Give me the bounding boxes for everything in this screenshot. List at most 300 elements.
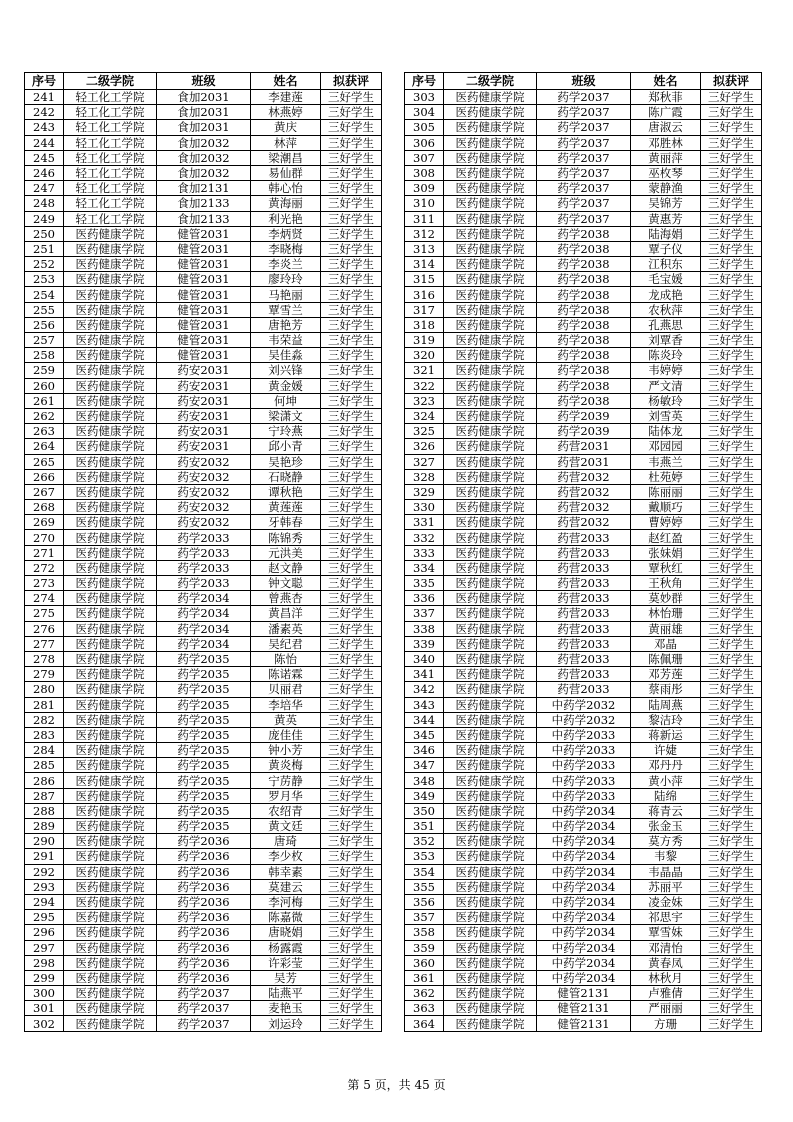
cell-index: 363 (405, 1001, 444, 1016)
cell-award: 三好学生 (701, 515, 762, 530)
cell-award: 三好学生 (701, 378, 762, 393)
cell-name: 刘覃香 (631, 333, 701, 348)
cell-college: 医药健康学院 (444, 560, 537, 575)
table-row (405, 257, 762, 272)
cell-award: 三好学生 (701, 393, 762, 408)
cell-name: 宁玲燕 (251, 424, 321, 439)
table-row (25, 90, 382, 105)
cell-college: 医药健康学院 (64, 849, 157, 864)
cell-class: 药安2032 (157, 469, 251, 484)
cell-college: 医药健康学院 (444, 135, 537, 150)
table-row (405, 241, 762, 256)
cell-index: 243 (25, 120, 64, 135)
cell-index: 287 (25, 788, 64, 803)
cell-award: 三好学生 (321, 803, 382, 818)
table-row (405, 636, 762, 651)
cell-name: 黄昌洋 (251, 606, 321, 621)
cell-class: 食加2031 (157, 120, 251, 135)
cell-index: 260 (25, 378, 64, 393)
cell-award: 三好学生 (701, 651, 762, 666)
cell-class: 药学2037 (157, 986, 251, 1001)
cell-award: 三好学生 (321, 363, 382, 378)
cell-college: 医药健康学院 (444, 788, 537, 803)
cell-award: 三好学生 (701, 105, 762, 120)
cell-college: 医药健康学院 (444, 697, 537, 712)
cell-name: 杨敏玲 (631, 393, 701, 408)
cell-index: 338 (405, 621, 444, 636)
cell-class: 药学2036 (157, 864, 251, 879)
cell-class: 药营2033 (537, 606, 631, 621)
table-row (25, 894, 382, 909)
cell-class: 药学2037 (537, 120, 631, 135)
cell-college: 医药健康学院 (444, 925, 537, 940)
cell-award: 三好学生 (701, 560, 762, 575)
cell-award: 三好学生 (701, 667, 762, 682)
cell-award: 三好学生 (701, 196, 762, 211)
table-row (25, 500, 382, 515)
cell-award: 三好学生 (321, 682, 382, 697)
cell-award: 三好学生 (321, 606, 382, 621)
cell-class: 药学2035 (157, 819, 251, 834)
cell-college: 医药健康学院 (444, 940, 537, 955)
cell-award: 三好学生 (321, 333, 382, 348)
cell-index: 277 (25, 636, 64, 651)
cell-award: 三好学生 (321, 1001, 382, 1016)
table-row (405, 348, 762, 363)
table-row (25, 743, 382, 758)
table-row (405, 1001, 762, 1016)
table-row (405, 439, 762, 454)
cell-college: 医药健康学院 (444, 712, 537, 727)
cell-college: 轻工化工学院 (64, 105, 157, 120)
cell-index: 337 (405, 606, 444, 621)
cell-college: 医药健康学院 (64, 697, 157, 712)
cell-college: 医药健康学院 (444, 910, 537, 925)
table-row (405, 879, 762, 894)
cell-index: 310 (405, 196, 444, 211)
table-row (25, 424, 382, 439)
cell-index: 311 (405, 211, 444, 226)
cell-index: 286 (25, 773, 64, 788)
cell-college: 医药健康学院 (64, 773, 157, 788)
table-row (25, 955, 382, 970)
cell-award: 三好学生 (701, 545, 762, 560)
cell-name: 韦晶晶 (631, 864, 701, 879)
cell-college: 医药健康学院 (444, 530, 537, 545)
cell-name: 祁思宇 (631, 910, 701, 925)
cell-name: 庞佳佳 (251, 727, 321, 742)
table-row (25, 697, 382, 712)
cell-name: 邓晶 (631, 636, 701, 651)
table-row (25, 727, 382, 742)
table-row (25, 986, 382, 1001)
cell-college: 医药健康学院 (64, 864, 157, 879)
table-row (25, 378, 382, 393)
cell-college: 医药健康学院 (64, 727, 157, 742)
table-row (405, 910, 762, 925)
table-row (405, 758, 762, 773)
cell-class: 药安2031 (157, 363, 251, 378)
table-row (25, 135, 382, 150)
cell-name: 莫妙群 (631, 591, 701, 606)
cell-name: 唐晓娟 (251, 925, 321, 940)
header-name: 姓名 (631, 73, 701, 90)
cell-index: 328 (405, 469, 444, 484)
cell-college: 医药健康学院 (444, 363, 537, 378)
table-row (25, 1016, 382, 1031)
table-row (25, 864, 382, 879)
table-row (405, 135, 762, 150)
cell-name: 许婕 (631, 743, 701, 758)
cell-name: 陈丽丽 (631, 484, 701, 499)
cell-name: 覃雪妹 (631, 925, 701, 940)
cell-award: 三好学生 (701, 834, 762, 849)
cell-college: 医药健康学院 (444, 864, 537, 879)
cell-class: 食加2133 (157, 196, 251, 211)
cell-award: 三好学生 (321, 621, 382, 636)
cell-award: 三好学生 (701, 591, 762, 606)
cell-college: 医药健康学院 (64, 515, 157, 530)
header-index: 序号 (405, 73, 444, 90)
cell-award: 三好学生 (321, 530, 382, 545)
table-row (25, 484, 382, 499)
cell-name: 曾燕杏 (251, 591, 321, 606)
cell-name: 李建莲 (251, 90, 321, 105)
cell-name: 戴顺巧 (631, 500, 701, 515)
cell-award: 三好学生 (321, 424, 382, 439)
table-row (405, 317, 762, 332)
cell-class: 药学2034 (157, 621, 251, 636)
cell-college: 医药健康学院 (444, 90, 537, 105)
cell-award: 三好学生 (321, 758, 382, 773)
cell-award: 三好学生 (321, 454, 382, 469)
table-row (405, 970, 762, 985)
cell-class: 中药学2034 (537, 864, 631, 879)
cell-name: 牙韩春 (251, 515, 321, 530)
cell-index: 342 (405, 682, 444, 697)
cell-college: 医药健康学院 (444, 165, 537, 180)
cell-college: 医药健康学院 (64, 682, 157, 697)
cell-name: 潘素英 (251, 621, 321, 636)
cell-class: 健管2031 (157, 348, 251, 363)
cell-award: 三好学生 (321, 302, 382, 317)
cell-class: 食加2032 (157, 165, 251, 180)
cell-award: 三好学生 (701, 879, 762, 894)
cell-name: 卢雅倩 (631, 986, 701, 1001)
cell-award: 三好学生 (321, 439, 382, 454)
cell-name: 韦黎 (631, 849, 701, 864)
cell-name: 易仙群 (251, 165, 321, 180)
cell-award: 三好学生 (701, 894, 762, 909)
cell-award: 三好学生 (701, 712, 762, 727)
cell-class: 食加2032 (157, 150, 251, 165)
table-header-row (405, 73, 762, 90)
cell-college: 轻工化工学院 (64, 165, 157, 180)
cell-index: 281 (25, 697, 64, 712)
cell-class: 药安2031 (157, 378, 251, 393)
cell-class: 药学2038 (537, 317, 631, 332)
cell-index: 273 (25, 576, 64, 591)
cell-college: 医药健康学院 (64, 894, 157, 909)
cell-name: 严丽丽 (631, 1001, 701, 1016)
cell-name: 黄文廷 (251, 819, 321, 834)
table-row (405, 424, 762, 439)
cell-class: 药学2037 (537, 181, 631, 196)
cell-college: 医药健康学院 (64, 636, 157, 651)
cell-index: 270 (25, 530, 64, 545)
cell-college: 医药健康学院 (444, 545, 537, 560)
table-row (25, 317, 382, 332)
cell-name: 李炳贤 (251, 226, 321, 241)
cell-college: 医药健康学院 (64, 317, 157, 332)
table-row (25, 819, 382, 834)
table-row (25, 651, 382, 666)
cell-class: 药学2038 (537, 287, 631, 302)
table-row (405, 545, 762, 560)
cell-class: 中药学2032 (537, 697, 631, 712)
header-college: 二级学院 (444, 73, 537, 90)
cell-name: 陆体龙 (631, 424, 701, 439)
cell-name: 邓清怡 (631, 940, 701, 955)
cell-college: 医药健康学院 (444, 1016, 537, 1031)
cell-class: 药学2037 (537, 105, 631, 120)
cell-index: 295 (25, 910, 64, 925)
cell-class: 药营2031 (537, 454, 631, 469)
table-row (405, 864, 762, 879)
cell-index: 275 (25, 606, 64, 621)
cell-index: 300 (25, 986, 64, 1001)
cell-name: 苏丽平 (631, 879, 701, 894)
table-row (25, 150, 382, 165)
cell-index: 283 (25, 727, 64, 742)
cell-class: 药学2037 (157, 1001, 251, 1016)
cell-name: 覃雪兰 (251, 302, 321, 317)
cell-college: 医药健康学院 (64, 545, 157, 560)
cell-name: 唐艳芳 (251, 317, 321, 332)
table-row (405, 727, 762, 742)
cell-class: 药学2034 (157, 636, 251, 651)
cell-class: 药学2036 (157, 970, 251, 985)
cell-award: 三好学生 (701, 773, 762, 788)
cell-class: 药营2033 (537, 576, 631, 591)
cell-name: 蒋新运 (631, 727, 701, 742)
cell-award: 三好学生 (701, 500, 762, 515)
cell-class: 药学2038 (537, 348, 631, 363)
cell-college: 医药健康学院 (444, 241, 537, 256)
table-row (405, 302, 762, 317)
cell-name: 陆燕平 (251, 986, 321, 1001)
cell-index: 314 (405, 257, 444, 272)
cell-index: 266 (25, 469, 64, 484)
cell-college: 医药健康学院 (64, 986, 157, 1001)
cell-index: 285 (25, 758, 64, 773)
cell-class: 药营2031 (537, 439, 631, 454)
cell-class: 药学2037 (537, 211, 631, 226)
cell-index: 308 (405, 165, 444, 180)
cell-award: 三好学生 (321, 955, 382, 970)
cell-index: 256 (25, 317, 64, 332)
cell-class: 药安2031 (157, 439, 251, 454)
cell-index: 292 (25, 864, 64, 879)
cell-index: 263 (25, 424, 64, 439)
cell-class: 药安2032 (157, 500, 251, 515)
cell-college: 医药健康学院 (444, 378, 537, 393)
table-row (25, 545, 382, 560)
cell-index: 248 (25, 196, 64, 211)
cell-index: 354 (405, 864, 444, 879)
cell-college: 医药健康学院 (64, 302, 157, 317)
cell-class: 健管2131 (537, 986, 631, 1001)
cell-name: 李晓梅 (251, 241, 321, 256)
table-row (25, 636, 382, 651)
cell-college: 医药健康学院 (444, 606, 537, 621)
cell-index: 350 (405, 803, 444, 818)
cell-college: 医药健康学院 (64, 788, 157, 803)
cell-name: 陈锦秀 (251, 530, 321, 545)
cell-class: 药学2035 (157, 803, 251, 818)
cell-class: 药安2032 (157, 515, 251, 530)
cell-award: 三好学生 (701, 758, 762, 773)
cell-award: 三好学生 (321, 879, 382, 894)
cell-name: 李培华 (251, 697, 321, 712)
cell-index: 271 (25, 545, 64, 560)
cell-award: 三好学生 (321, 317, 382, 332)
cell-class: 中药学2034 (537, 910, 631, 925)
cell-college: 医药健康学院 (64, 439, 157, 454)
table-row (405, 469, 762, 484)
cell-college: 医药健康学院 (64, 955, 157, 970)
cell-class: 药学2033 (157, 576, 251, 591)
cell-class: 中药学2034 (537, 803, 631, 818)
cell-index: 249 (25, 211, 64, 226)
cell-award: 三好学生 (321, 515, 382, 530)
cell-award: 三好学生 (321, 636, 382, 651)
cell-college: 医药健康学院 (64, 667, 157, 682)
table-row (25, 211, 382, 226)
cell-name: 陆海娟 (631, 226, 701, 241)
cell-class: 药学2035 (157, 697, 251, 712)
cell-name: 林萍 (251, 135, 321, 150)
cell-index: 294 (25, 894, 64, 909)
table-row (25, 621, 382, 636)
cell-award: 三好学生 (701, 697, 762, 712)
cell-name: 杜苑婷 (631, 469, 701, 484)
cell-name: 韩幸素 (251, 864, 321, 879)
table-row (405, 90, 762, 105)
cell-class: 药学2035 (157, 651, 251, 666)
cell-name: 黄春凤 (631, 955, 701, 970)
cell-name: 陈佩珊 (631, 651, 701, 666)
table-row (25, 348, 382, 363)
cell-name: 莫方秀 (631, 834, 701, 849)
table-row (25, 241, 382, 256)
cell-class: 药营2032 (537, 500, 631, 515)
table-row (25, 120, 382, 135)
table-row (405, 105, 762, 120)
table-row (25, 925, 382, 940)
table-row (25, 515, 382, 530)
cell-class: 药学2035 (157, 788, 251, 803)
cell-index: 257 (25, 333, 64, 348)
cell-award: 三好学生 (701, 530, 762, 545)
cell-award: 三好学生 (701, 454, 762, 469)
cell-index: 323 (405, 393, 444, 408)
cell-college: 医药健康学院 (64, 560, 157, 575)
cell-award: 三好学生 (701, 469, 762, 484)
cell-award: 三好学生 (321, 393, 382, 408)
table-row (405, 211, 762, 226)
cell-class: 药学2034 (157, 606, 251, 621)
cell-college: 医药健康学院 (64, 484, 157, 499)
table-row (405, 682, 762, 697)
cell-award: 三好学生 (321, 545, 382, 560)
cell-award: 三好学生 (701, 576, 762, 591)
cell-index: 336 (405, 591, 444, 606)
cell-award: 三好学生 (701, 743, 762, 758)
table-row (25, 105, 382, 120)
cell-name: 方珊 (631, 1016, 701, 1031)
cell-name: 农绍青 (251, 803, 321, 818)
cell-award: 三好学生 (321, 576, 382, 591)
cell-class: 药安2031 (157, 424, 251, 439)
cell-index: 268 (25, 500, 64, 515)
cell-name: 黄英 (251, 712, 321, 727)
cell-class: 食加2031 (157, 105, 251, 120)
cell-class: 药营2032 (537, 484, 631, 499)
cell-index: 344 (405, 712, 444, 727)
cell-award: 三好学生 (321, 940, 382, 955)
cell-name: 韦荣益 (251, 333, 321, 348)
cell-award: 三好学生 (701, 150, 762, 165)
cell-class: 药营2033 (537, 682, 631, 697)
cell-college: 医药健康学院 (64, 363, 157, 378)
cell-index: 362 (405, 986, 444, 1001)
cell-name: 邓胜林 (631, 135, 701, 150)
table-row (405, 606, 762, 621)
cell-college: 医药健康学院 (444, 439, 537, 454)
cell-award: 三好学生 (701, 287, 762, 302)
cell-index: 302 (25, 1016, 64, 1031)
table-row (25, 257, 382, 272)
cell-college: 医药健康学院 (444, 819, 537, 834)
cell-index: 254 (25, 287, 64, 302)
cell-college: 医药健康学院 (64, 651, 157, 666)
cell-class: 中药学2032 (537, 712, 631, 727)
table-row (405, 743, 762, 758)
cell-award: 三好学生 (701, 424, 762, 439)
cell-college: 医药健康学院 (64, 348, 157, 363)
cell-class: 中药学2034 (537, 940, 631, 955)
cell-class: 药学2034 (157, 591, 251, 606)
cell-college: 医药健康学院 (444, 727, 537, 742)
cell-college: 医药健康学院 (444, 667, 537, 682)
cell-award: 三好学生 (701, 165, 762, 180)
cell-name: 钟文聪 (251, 576, 321, 591)
cell-award: 三好学生 (321, 150, 382, 165)
cell-name: 农秋萍 (631, 302, 701, 317)
table-row (405, 955, 762, 970)
cell-college: 医药健康学院 (64, 758, 157, 773)
cell-college: 医药健康学院 (444, 196, 537, 211)
cell-class: 药学2038 (537, 257, 631, 272)
table-row (25, 910, 382, 925)
cell-index: 333 (405, 545, 444, 560)
cell-class: 药安2031 (157, 393, 251, 408)
cell-name: 唐淑云 (631, 120, 701, 135)
cell-award: 三好学生 (701, 241, 762, 256)
cell-name: 李河梅 (251, 894, 321, 909)
table-row (405, 165, 762, 180)
